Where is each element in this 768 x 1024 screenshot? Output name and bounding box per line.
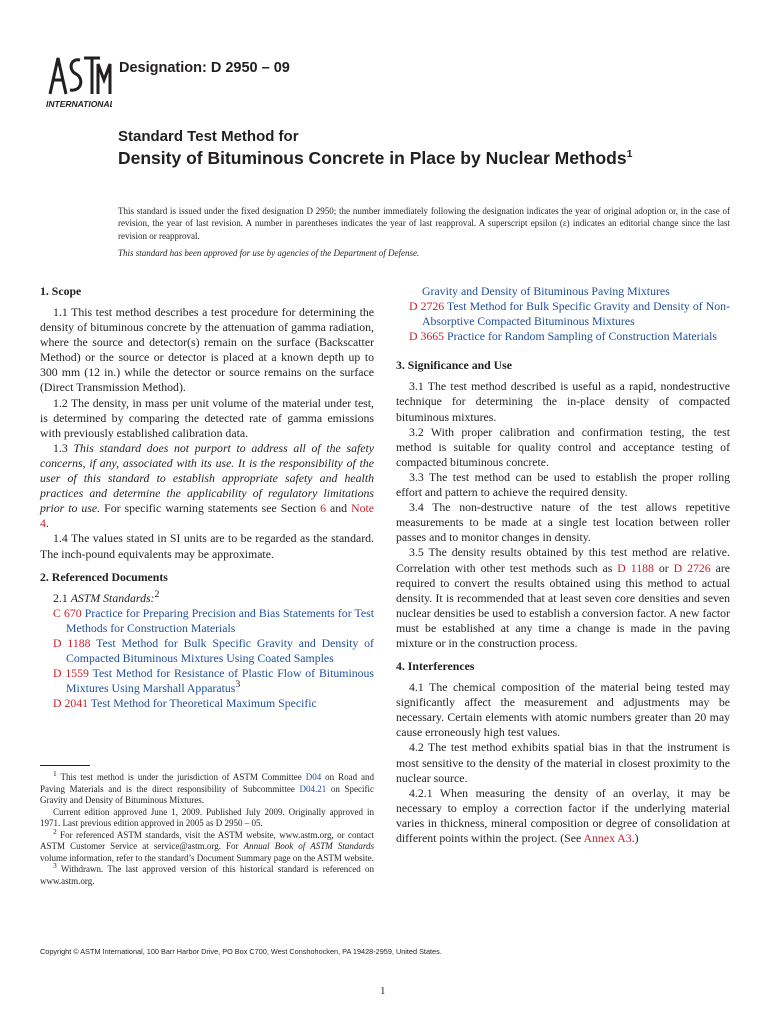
significance-3-5-b: or xyxy=(653,560,674,575)
astm-standards-label xyxy=(40,588,374,606)
ref-d2726-title[interactable]: Test Method for Bulk Specific Gravity and Density of Non-Absorptive Compacted Bituminous Mixtures xyxy=(422,299,731,329)
footnote-divider xyxy=(40,765,90,766)
scope-1-4: 1.4 The values stated in SI units are to be regarded as the standard. The inch-pound equivalents may be approximate. xyxy=(40,531,374,561)
footnote-1-text-a: This test method is under the jurisdiction of ASTM Committee xyxy=(56,772,306,782)
footnote-2-text-a: For referenced ASTM standards, visit the ASTM website, www.astm.org, or contact ASTM Customer Service at service@astm.org. For xyxy=(40,829,374,851)
ref-d1188 xyxy=(40,636,374,666)
footnote-1-text-b: on Road and Paving Materials and is the direct responsibility of Subcommittee xyxy=(40,772,374,794)
significance-3-1: 3.1 The test method described is useful as a rapid, nondestructive technique for determining the in-place density of compacted bituminous mixtures. xyxy=(396,379,730,424)
issuance-notice: This standard is issued under the fixed designation D 2950; the number immediately following the designation indicates the year of original adoption or, in the case of revision, the year of last revision. A number in parentheses indicates the year of last reapproval. A superscript epsilon (ε) indicates an editorial change since the last revision or reapproval. xyxy=(118,206,730,241)
title-text: Density of Bituminous Concrete in Place by Nuclear Methods xyxy=(118,148,627,168)
footnote-3-mark: 3 xyxy=(53,861,57,870)
footnote-3-text: Withdrawn. The last approved version of this historical standard is referenced on www.astm.org. xyxy=(40,864,374,886)
scope-1-3-number: 1.3 xyxy=(53,440,74,455)
right-column xyxy=(396,284,730,846)
copyright-notice: Copyright © ASTM International, 100 Barr Harbor Drive, PO Box C700, West Conshohocken, PA 19428-2959, United States. xyxy=(40,947,442,956)
footnote-1-edition: Current edition approved June 1, 2009. Published July 2009. Originally approved in 1971. Last previous edition approved in 2005 as D 2950 – 05. xyxy=(40,806,374,828)
significance-heading: 3. Significance and Use xyxy=(396,358,513,373)
page-number: 1 xyxy=(380,985,386,997)
astm-logo xyxy=(40,50,112,110)
annex-a3-link[interactable]: Annex A3 xyxy=(583,831,632,845)
astm-standards-text: ASTM Standards: xyxy=(70,590,155,605)
note-4-link[interactable]: Note 4 xyxy=(40,501,374,531)
footnote-2-book: Annual Book of ASTM Standards xyxy=(243,841,375,851)
d2726-inline-link[interactable]: D 2726 xyxy=(673,560,711,575)
astm-standards-number: 2.1 xyxy=(53,590,71,605)
ref-d2041-link[interactable]: D 2041 xyxy=(53,696,89,711)
significance-3-5 xyxy=(396,545,730,651)
ref-d2041 xyxy=(40,696,374,711)
interferences-4-2: 4.2 The test method exhibits spatial bias in that the instrument is most sensitive to the density of the material in closest proximity to the nuclear source. xyxy=(396,740,730,785)
footnote-1 xyxy=(40,769,374,807)
footnote-3 xyxy=(40,861,374,887)
ref-c670-link[interactable]: C 670 xyxy=(53,605,82,620)
ref-c670 xyxy=(40,606,374,636)
astm-standards-footnote-mark: 2 xyxy=(154,588,160,600)
scope-1-3 xyxy=(40,441,374,532)
scope-heading: 1. Scope xyxy=(40,284,82,298)
ref-d1188-link[interactable]: D 1188 xyxy=(53,635,91,650)
ref-d1559-title[interactable]: Test Method for Resistance of Plastic Flow of Bituminous Mixtures Using Marshall Apparatus xyxy=(66,666,375,696)
document-title xyxy=(118,148,678,168)
title-footnote-mark: 1 xyxy=(626,148,633,161)
footnote-1-mark: 1 xyxy=(53,769,57,778)
section-6-link[interactable]: 6 xyxy=(320,501,327,516)
ref-d2726-link[interactable]: D 2726 xyxy=(409,299,445,314)
significance-3-5-c: are required to convert the results obtained using this method to actual density. It is recommended that at least seven core densities and seven nuclear densities be used to establish a conversion factor. A new factor must be established at any time a change is made in the paving mixture or in the construction process. xyxy=(396,560,731,650)
left-column xyxy=(40,284,374,711)
ref-d1559-link[interactable]: D 1559 xyxy=(53,666,89,681)
scope-1-3-end: . xyxy=(45,516,49,531)
designation: Designation: D 2950 – 09 xyxy=(119,60,290,76)
ref-d2041-continued[interactable]: Gravity and Density of Bituminous Paving Mixtures xyxy=(422,284,670,298)
interferences-heading: 4. Interferences xyxy=(396,659,475,674)
dod-approval-notice: This standard has been approved for use by agencies of the Department of Defense. xyxy=(118,248,420,258)
interferences-4-2-1-a: 4.2.1 When measuring the density of an overlay, it may be necessary to employ a correction factor if the underlying material varies in thickness, mineral composition or degree of consolidation at different points within the project. (See xyxy=(396,785,730,845)
significance-3-2: 3.2 With proper calibration and confirmation testing, the test method is suitable for quality control and acceptance testing of compacted bituminous concrete. xyxy=(396,424,730,469)
ref-d3665-title[interactable]: Practice for Random Sampling of Construction Materials xyxy=(444,329,717,344)
ref-d1188-title[interactable]: Test Method for Bulk Specific Gravity and Density of Compacted Bituminous Mixtures Using Coated Samples xyxy=(66,635,374,665)
significance-3-3: 3.3 The test method can be used to establish the proper rolling effort and pattern to achieve the required density. xyxy=(396,469,730,500)
ref-d1559 xyxy=(40,666,374,696)
astm-logo-mark xyxy=(40,50,112,110)
scope-1-3-tail: For specific warning statements see Section xyxy=(100,501,321,516)
ref-d3665-link[interactable]: D 3665 xyxy=(409,329,445,344)
footnote-1-text-c: on Specific Gravity and Density of Bituminous Mixtures. xyxy=(40,783,374,805)
committee-d04-link[interactable]: D04 xyxy=(305,772,322,782)
footnotes xyxy=(40,769,375,887)
interferences-4-2-1-b: .) xyxy=(631,831,639,845)
ref-c670-title[interactable]: Practice for Preparing Precision and Bias Statements for Test Methods for Construction Materials xyxy=(66,605,375,635)
ref-d2726 xyxy=(396,299,730,329)
scope-1-2: 1.2 The density, in mass per unit volume of the material under test, is determined by comparing the detected rate of gamma emissions with previously established calibration data. xyxy=(40,395,374,440)
logo-subtitle: INTERNATIONAL xyxy=(46,99,112,109)
subcommittee-d0421-link[interactable]: D04.21 xyxy=(299,783,327,794)
scope-1-3-and: and xyxy=(326,501,352,516)
scope-1-1: 1.1 This test method describes a test procedure for determining the density of bituminous concrete by the attenuation of gamma radiation, where the source and detector(s) remain on the surface (Backscatter Method) or the source or detector is placed at a known depth up to 300 mm (12 in.) while the detector or source remains on the surface (Direct Transmission Method). xyxy=(40,305,374,395)
footnote-2-text-b: volume information, refer to the standard’s Document Summary page on the ASTM website. xyxy=(40,852,374,863)
title-prefix: Standard Test Method for xyxy=(118,128,299,145)
interferences-4-1: 4.1 The chemical composition of the material being tested may significantly affect the measurement and adjustments may be necessary. Certain elements with atomic numbers greater than 20 may cause erroneously high test values. xyxy=(396,680,730,740)
footnote-2 xyxy=(40,826,375,865)
ref-d3665 xyxy=(396,329,730,344)
interferences-4-2-1 xyxy=(396,786,730,846)
ref-d2041-title[interactable]: Test Method for Theoretical Maximum Specific xyxy=(88,696,317,711)
significance-3-5-a: 3.5 The density results obtained by this test method are relative. Correlation with other test methods such as xyxy=(396,545,730,575)
significance-3-4: 3.4 The non-destructive nature of the test allows repetitive measurements to be made at a single test location between roller passes and to monitor changes in density. xyxy=(396,500,730,545)
footnote-2-mark: 2 xyxy=(53,826,57,836)
d1188-inline-link[interactable]: D 1188 xyxy=(617,560,654,575)
ref-d1559-footnote-mark: 3 xyxy=(235,679,241,691)
scope-1-3-caveat: This standard does not purport to address all of the safety concerns, if any, associated with its use. It is the responsibility of the user of this standard to establish appropriate safety and health practices and determine the applicability of regulatory limitations prior to use. xyxy=(40,440,374,516)
refdocs-heading: 2. Referenced Documents xyxy=(40,569,168,584)
